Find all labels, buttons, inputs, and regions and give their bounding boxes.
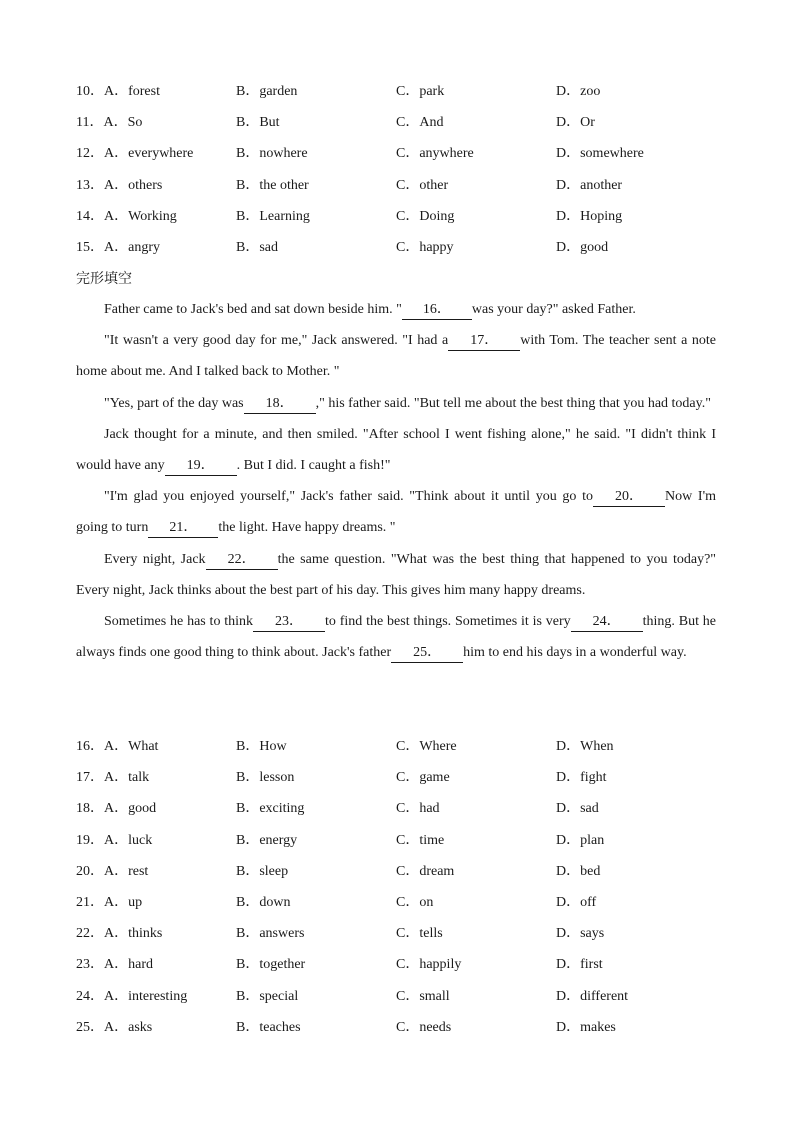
option-c: C．happily — [396, 957, 462, 973]
question-number: 23． — [76, 957, 104, 973]
passage-paragraph: Sometimes he has to think 23． to find the best things. Sometimes it is very 24． thing. But he always finds one good thing to think about. Jack's father 25． him to end his days in a wonderful way. — [76, 606, 716, 668]
option-b: B．sad — [236, 239, 278, 255]
option-d: D．makes — [556, 1019, 616, 1035]
question-row — [76, 76, 716, 107]
option-d: D．Or — [556, 115, 595, 131]
option-b: B．But — [236, 115, 280, 131]
option-a: A．good — [104, 801, 157, 817]
option-c: C．Where — [396, 739, 457, 754]
blank-16: 16． — [402, 301, 472, 320]
option-c: C．other — [396, 177, 449, 193]
option-d: D．says — [556, 926, 605, 942]
option-c: C．park — [396, 84, 445, 99]
cloze-passage — [76, 294, 716, 668]
option-a: A．rest — [104, 863, 149, 879]
option-b: B．How — [236, 739, 287, 754]
question-list-b — [76, 731, 716, 1043]
blank-24: 24． — [571, 613, 643, 632]
option-c: C．Doing — [396, 208, 455, 224]
option-d: D．Hoping — [556, 208, 623, 224]
option-a: A．angry — [104, 239, 160, 255]
question-row — [76, 170, 716, 201]
option-b: B．down — [236, 894, 291, 910]
question-row — [76, 856, 716, 887]
blank-23: 23． — [253, 613, 325, 632]
option-c: C．anywhere — [396, 146, 474, 162]
option-d: D．somewhere — [556, 146, 644, 162]
question-number: 21． — [76, 894, 104, 910]
option-c: C．happy — [396, 239, 454, 255]
option-d: D．plan — [556, 832, 605, 848]
blank-17: 17． — [448, 332, 520, 351]
option-b: B．lesson — [236, 770, 295, 786]
option-a: A．Working — [104, 208, 177, 224]
option-a: A．asks — [104, 1019, 153, 1035]
question-number: 15． — [76, 239, 104, 255]
option-d: D．good — [556, 239, 609, 255]
question-number: 24． — [76, 988, 104, 1004]
passage-paragraph: "It wasn't a very good day for me," Jack answered. "I had a 17． with Tom. The teacher sent a note home about me. And I talked back to Mother. " — [76, 333, 716, 380]
question-row — [76, 731, 716, 762]
question-number: 10． — [76, 84, 104, 99]
option-b: B．sleep — [236, 863, 289, 879]
question-row — [76, 232, 716, 263]
option-d: D．fight — [556, 770, 607, 786]
blank-19: 19． — [165, 457, 237, 476]
passage-paragraph: Jack thought for a minute, and then smiled. "After school I went fishing alone," he said. "I didn't think I would have any 19． . But I did. I caught a fish!" — [76, 419, 716, 481]
question-row — [76, 762, 716, 793]
option-d: D．zoo — [556, 84, 601, 99]
question-row — [76, 138, 716, 169]
option-c: C．small — [396, 988, 450, 1004]
option-c: C．on — [396, 894, 434, 910]
question-number: 14． — [76, 208, 104, 224]
option-b: B．the other — [236, 177, 309, 193]
question-number: 17． — [76, 770, 104, 786]
passage-paragraph: "Yes, part of the day was 18． ," his father said. "But tell me about the best thing that you had today." — [76, 388, 716, 419]
option-c: C．tells — [396, 926, 443, 942]
passage-paragraph: Father came to Jack's bed and sat down beside him. " 16． was your day?" asked Father. — [76, 294, 716, 325]
option-d: D．off — [556, 894, 597, 910]
option-c: C．time — [396, 832, 445, 848]
question-row — [76, 949, 716, 980]
option-b: B．exciting — [236, 801, 305, 817]
question-number: 11． — [76, 115, 104, 131]
option-a: A．talk — [104, 770, 150, 786]
blank-20: 20． — [593, 488, 665, 507]
question-row — [76, 1012, 716, 1043]
blank-21: 21． — [148, 519, 218, 538]
question-row — [76, 107, 716, 138]
question-row — [76, 981, 716, 1012]
question-number: 18． — [76, 801, 104, 817]
option-b: B．energy — [236, 832, 298, 848]
question-number: 12． — [76, 146, 104, 162]
question-number: 13． — [76, 177, 104, 193]
question-number: 20． — [76, 863, 104, 879]
question-number: 22． — [76, 926, 104, 942]
option-c: C．needs — [396, 1019, 452, 1035]
option-d: D．different — [556, 988, 629, 1004]
question-number: 25． — [76, 1019, 104, 1035]
blank-22: 22． — [206, 551, 278, 570]
option-b: B．special — [236, 988, 299, 1004]
option-d: D．bed — [556, 863, 601, 879]
option-d: D．first — [556, 957, 603, 973]
question-row — [76, 918, 716, 949]
option-a: A．everywhere — [104, 146, 194, 162]
option-c: C．dream — [396, 863, 455, 879]
question-row — [76, 887, 716, 918]
option-b: B．Learning — [236, 208, 310, 224]
option-a: A．thinks — [104, 926, 163, 942]
question-list-a — [76, 76, 716, 263]
question-row — [76, 201, 716, 232]
option-a: A．others — [104, 177, 163, 193]
option-a: A．interesting — [104, 988, 188, 1004]
option-c: C．game — [396, 770, 450, 786]
blank-18: 18． — [244, 395, 316, 414]
option-a: A．So — [103, 115, 143, 131]
question-row — [76, 793, 716, 824]
option-b: B．answers — [236, 926, 305, 942]
option-a: A．hard — [104, 957, 153, 973]
option-b: B．teaches — [236, 1019, 301, 1035]
passage-paragraph: Every night, Jack 22． the same question. "What was the best thing that happened to you today?" Every night, Jack thinks about the best part of his day. This gives him many happy dreams. — [76, 551, 716, 598]
question-number: 19． — [76, 832, 104, 848]
option-d: D．another — [556, 177, 623, 193]
option-d: D．sad — [556, 801, 599, 817]
section-title: 完形填空 — [76, 271, 132, 287]
option-b: B．garden — [236, 84, 298, 99]
question-row — [76, 825, 716, 856]
option-a: A．What — [104, 739, 159, 754]
option-b: B．together — [236, 957, 306, 973]
option-b: B．nowhere — [236, 146, 308, 162]
option-a: A．luck — [104, 832, 153, 848]
option-a: A．forest — [104, 84, 160, 99]
passage-paragraph: "I'm glad you enjoyed yourself," Jack's father said. "Think about it until you go to 20． Now I'm going to turn 21． the light. Have happy dreams. " — [76, 481, 716, 543]
option-a: A．up — [104, 894, 143, 910]
option-c: C．And — [396, 115, 444, 131]
blank-25: 25． — [391, 644, 463, 663]
question-number: 16． — [76, 739, 104, 754]
option-c: C．had — [396, 801, 440, 817]
option-d: D．When — [556, 739, 614, 754]
